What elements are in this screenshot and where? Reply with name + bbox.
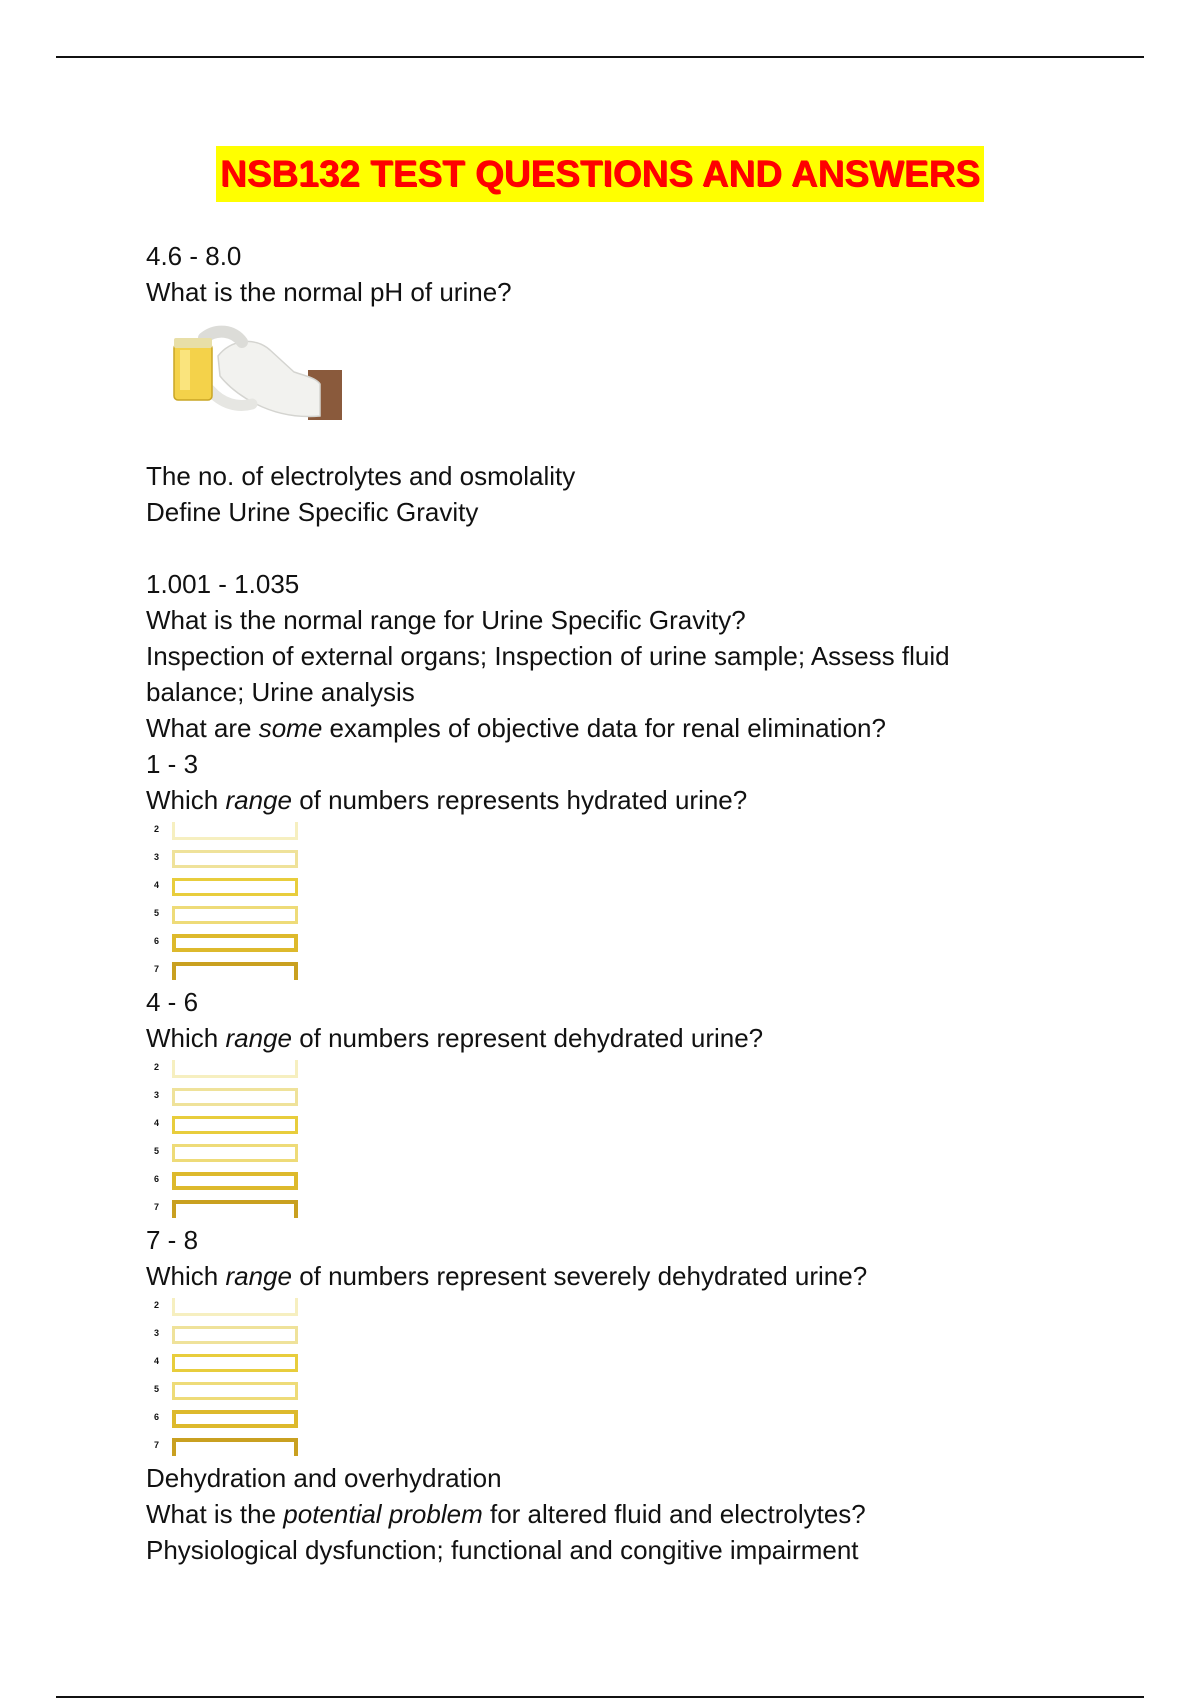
qa-content	[146, 238, 1046, 1568]
scale-color-swatch	[172, 1298, 298, 1316]
scale-level-label: 3	[154, 1090, 160, 1100]
scale-color-swatch	[172, 878, 298, 896]
answer-text: 7 - 8	[146, 1225, 199, 1255]
answer-text: 1.001 - 1.035	[146, 569, 300, 599]
scale-level-label: 4	[154, 1356, 160, 1366]
question-text: Define Urine Specific Gravity	[146, 497, 479, 527]
document-title: NSB132 TEST QUESTIONS AND ANSWERS	[216, 146, 984, 202]
scale-color-swatch	[172, 1326, 298, 1344]
bottom-rule	[56, 1696, 1144, 1698]
scale-color-swatch	[172, 1088, 298, 1106]
scale-level-label: 5	[154, 1384, 160, 1394]
question-text: What is the potential problem for altered fluid and electrolytes?	[146, 1499, 866, 1529]
scale-level-label: 2	[154, 1300, 160, 1310]
urine-sample-photo	[158, 320, 342, 424]
answer-text: 4.6 - 8.0	[146, 241, 242, 271]
scale-level-label: 7	[154, 1202, 160, 1212]
scale-color-swatch	[172, 1144, 298, 1162]
answer-text: 1 - 3	[146, 749, 199, 779]
urine-color-scale	[154, 822, 314, 984]
scale-color-swatch	[172, 1354, 298, 1372]
scale-level-label: 5	[154, 908, 160, 918]
scale-color-swatch	[172, 962, 298, 980]
spacer	[146, 530, 1046, 566]
answer-text: Physiological dysfunction; functional and congitive impairment	[146, 1535, 859, 1565]
scale-level-label: 2	[154, 824, 160, 834]
question-text: Which range of numbers represents hydrated urine?	[146, 785, 748, 815]
scale-color-swatch	[172, 1172, 298, 1190]
scale-color-swatch	[172, 1382, 298, 1400]
scale-level-label: 3	[154, 1328, 160, 1338]
scale-color-swatch	[172, 1410, 298, 1428]
scale-level-label: 4	[154, 1118, 160, 1128]
title-block	[0, 146, 1200, 202]
scale-level-label: 4	[154, 880, 160, 890]
answer-text: Dehydration and overhydration	[146, 1463, 502, 1493]
scale-color-swatch	[172, 1438, 298, 1456]
question-text: What is the normal range for Urine Specific Gravity?	[146, 605, 746, 635]
urine-color-scale	[154, 1060, 314, 1222]
top-rule	[56, 56, 1144, 58]
scale-level-label: 6	[154, 1174, 160, 1184]
scale-color-swatch	[172, 1200, 298, 1218]
gloved-hand-holding-cup-icon	[158, 320, 342, 424]
scale-color-swatch	[172, 822, 298, 840]
scale-color-swatch	[172, 906, 298, 924]
answer-text: 4 - 6	[146, 987, 199, 1017]
question-text: What are some examples of objective data for renal elimination?	[146, 713, 886, 743]
scale-level-label: 2	[154, 1062, 160, 1072]
scale-level-label: 7	[154, 964, 160, 974]
scale-color-swatch	[172, 1116, 298, 1134]
scale-color-swatch	[172, 934, 298, 952]
scale-color-swatch	[172, 850, 298, 868]
scale-level-label: 7	[154, 1440, 160, 1450]
answer-text: Inspection of external organs; Inspection of urine sample; Assess fluid balance; Urine analysis	[146, 641, 950, 707]
urine-color-scale	[154, 1298, 314, 1460]
scale-level-label: 6	[154, 1412, 160, 1422]
question-text: Which range of numbers represent severely dehydrated urine?	[146, 1261, 868, 1291]
scale-level-label: 3	[154, 852, 160, 862]
question-text: Which range of numbers represent dehydrated urine?	[146, 1023, 764, 1053]
scale-level-label: 6	[154, 936, 160, 946]
scale-color-swatch	[172, 1060, 298, 1078]
scale-level-label: 5	[154, 1146, 160, 1156]
answer-text: The no. of electrolytes and osmolality	[146, 461, 576, 491]
question-text: What is the normal pH of urine?	[146, 277, 512, 307]
